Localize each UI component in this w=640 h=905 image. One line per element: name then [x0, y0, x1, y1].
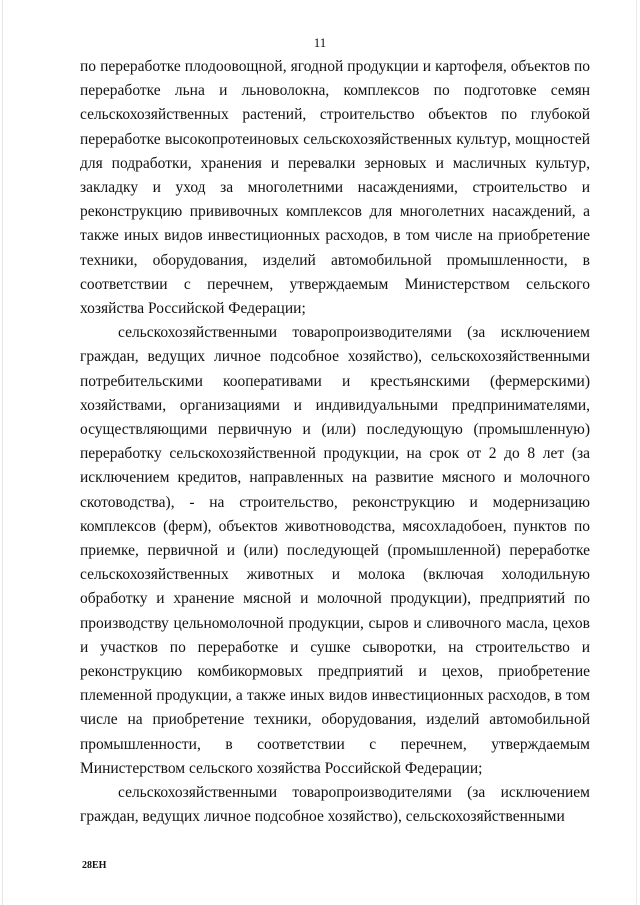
scan-edge-left — [2, 0, 3, 905]
paragraph: сельскохозяйственными товаропроизводителями (за исключением граждан, ведущих личное подсобное хозяйство), сельскохозяйственными — [80, 784, 590, 826]
document-body — [80, 55, 590, 830]
paragraph-continued: по переработке плодоовощной, ягодной продукции и картофеля, объектов по переработке льна и льноволокна, комплексов по подготовке семян сельскохозяйственных растений, строительство объектов по глубокой переработке высокопротеиновых сельскохозяйственных культур, мощностей для подработки, хранения и перевалки зерновых и масличных культур, закладку и уход за многолетними насаждениями, строительство и реконструкцию прививочных комплексов для многолетних насаждений, а также иных видов инвестиционных расходов, в том числе на приобретение техники, оборудования, изделий автомобильной промышленности, в соответствии с перечнем, утверждаемым Министерством сельского хозяйства Российской Федерации; — [80, 58, 590, 318]
footer-code: 28ЕН — [82, 860, 107, 871]
scan-edge-right — [636, 0, 637, 905]
page-number: 11 — [313, 35, 327, 50]
paragraph: сельскохозяйственными товаропроизводителями (за исключением граждан, ведущих личное подсобное хозяйство), сельскохозяйственными потребительскими кооперативами и крестьянскими (фермерскими) хозяйствами, организациями и индивидуальными предпринимателями, осуществляющими первичную и (или) последующую (промышленную) переработку сельскохозяйственной продукции, на срок от 2 до 8 лет (за исключением кредитов, направленных на развитие мясного и молочного скотоводства), - на строительство, реконструкцию и модернизацию комплексов (ферм), объектов животноводства, мясохладобоен, пунктов по приемке, первичной и (или) последующей (промышленной) переработке сельскохозяйственных животных и молока (включая холодильную обработку и хранение мясной и молочной продукции), предприятий по производству цельномолочной продукции, сыров и сливочного масла, цехов и участков по переработке и сушке сыворотки, на строительство и реконструкцию комбикормовых предприятий и цехов, приобретение племенной продукции, а также иных видов инвестиционных расходов, в том числе на приобретение техники, оборудования, изделий автомобильной промышленности, в соответствии с перечнем, утверждаемым Министерством сельского хозяйства Российской Федерации; — [80, 324, 590, 777]
